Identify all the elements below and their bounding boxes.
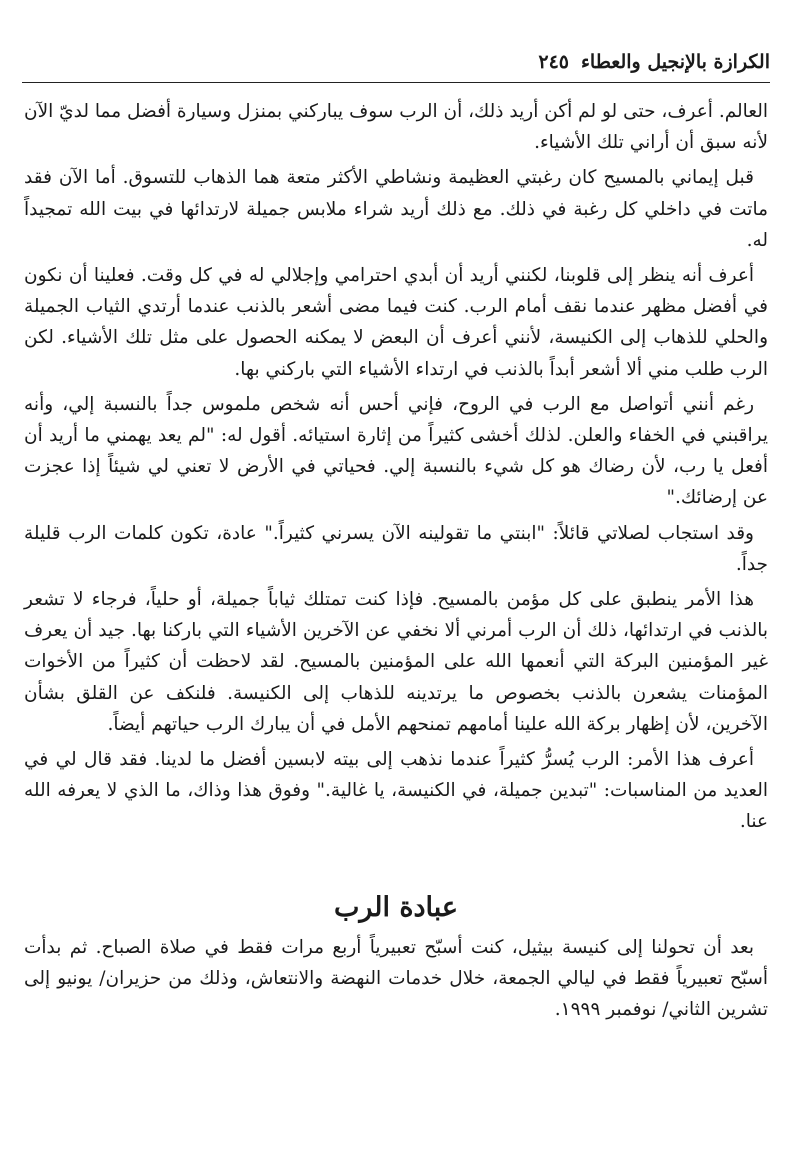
paragraph: أعرف أنه ينظر إلى قلوبنا، لكنني أريد أن أبدي احترامي وإجلالي له في كل وقت. فعلينا أن نكون في أفضل مظهر عندما نقف أمام الرب. كنت فيما مضى أشعر بالذنب عندما أرتدي الثياب الجميلة والحلي للذهاب إلى الكنيسة، لأنني أعرف أن البعض لا يمكنه الحصول على مثل تلك الأشياء. لكن الرب طلب مني ألا أشعر أبداً بالذنب في ارتداء الأشياء التي باركني بها. <box>24 265 768 380</box>
paragraph: أعرف هذا الأمر: الرب يُسرُّ كثيراً عندما نذهب إلى بيته لابسين أفضل ما لدينا. فقد قال لي في العديد من المناسبات: "تبدين جميلة، في الكنيسة، يا غالية." وفوق هذا وذاك، ما الذي لا يعرفه الله عنا. <box>24 749 768 833</box>
paragraph: رغم أنني أتواصل مع الرب في الروح، فإني أحس أنه شخص ملموس جداً بالنسبة إلي، وأنه يراقبني في الخفاء والعلن. لذلك أخشى كثيراً من إثارة استيائه. أقول له: "لم يعد يهمني ما أريد أن أفعل يا رب، لأن رضاك هو كل شيء بالنسبة إلي. فحياتي في الأرض لا تعني لي شيئاً إذا عجزت عن إرضائك." <box>24 393 768 509</box>
running-header <box>22 44 770 80</box>
paragraph: وقد استجاب لصلاتي قائلاً: "ابنتي ما تقولينه الآن يسرني كثيراً." عادة، تكون كلمات الرب قليلة جداً. <box>24 522 768 575</box>
page-number: ٢٤٥ <box>538 51 569 73</box>
section-paragraph: بعد أن تحولنا إلى كنيسة بيثيل، كنت أسبّح تعبيرياً أربع مرات فقط في صلاة الصباح. ثم بدأت أسبّح تعبيرياً فقط في ليالي الجمعة، خلال خدمات النهضة والانتعاش، وذلك من حزيران/ يونيو إلى تشرين الثاني/ نوفمبر ١٩٩٩. <box>24 936 768 1021</box>
paragraph: هذا الأمر ينطبق على كل مؤمن بالمسيح. فإذا كنت تمتلك ثياباً جميلة، أو حلياً، فرجاء لا تشعر بالذنب في ارتدائها، ذلك أن الرب أمرني ألا نخفي عن الآخرين الأشياء التي باركنا بها. جيد أن يعرف غير المؤمنين البركة التي أنعمها الله على المؤمنين بالمسيح. لقد لاحظت أن كثيراً من الأخوات المؤمنات يشعرن بالذنب بخصوص ما يرتدينه للذهاب إلى الكنيسة. فلنكف عن القلق بشأن الآخرين، لأن إظهار بركة الله علينا أمامهم تمنحهم الأمل في أن يبارك الرب حياتهم أيضاً. <box>24 589 768 735</box>
section-heading: عبادة الرب <box>333 891 459 923</box>
running-header-title: الكرازة بالإنجيل والعطاء <box>581 51 770 73</box>
header-divider <box>22 82 770 83</box>
paragraph: قبل إيماني بالمسيح كان رغبتي العظيمة ونشاطي الأكثر متعة هما الذهاب للتسوق. أما الآن فقد ماتت في داخلي كل رغبة في ذلك. مع ذلك أريد شراء ملابس جميلة لارتدائها في بيت الله تمجيداً له. <box>24 167 768 251</box>
body-text <box>24 96 768 1029</box>
paragraph: العالم. أعرف، حتى لو لم أكن أريد ذلك، أن الرب سوف يباركني بمنزل وسيارة أفضل مما لديّ الآن لأنه سبق أن أراني تلك الأشياء. <box>24 101 768 154</box>
